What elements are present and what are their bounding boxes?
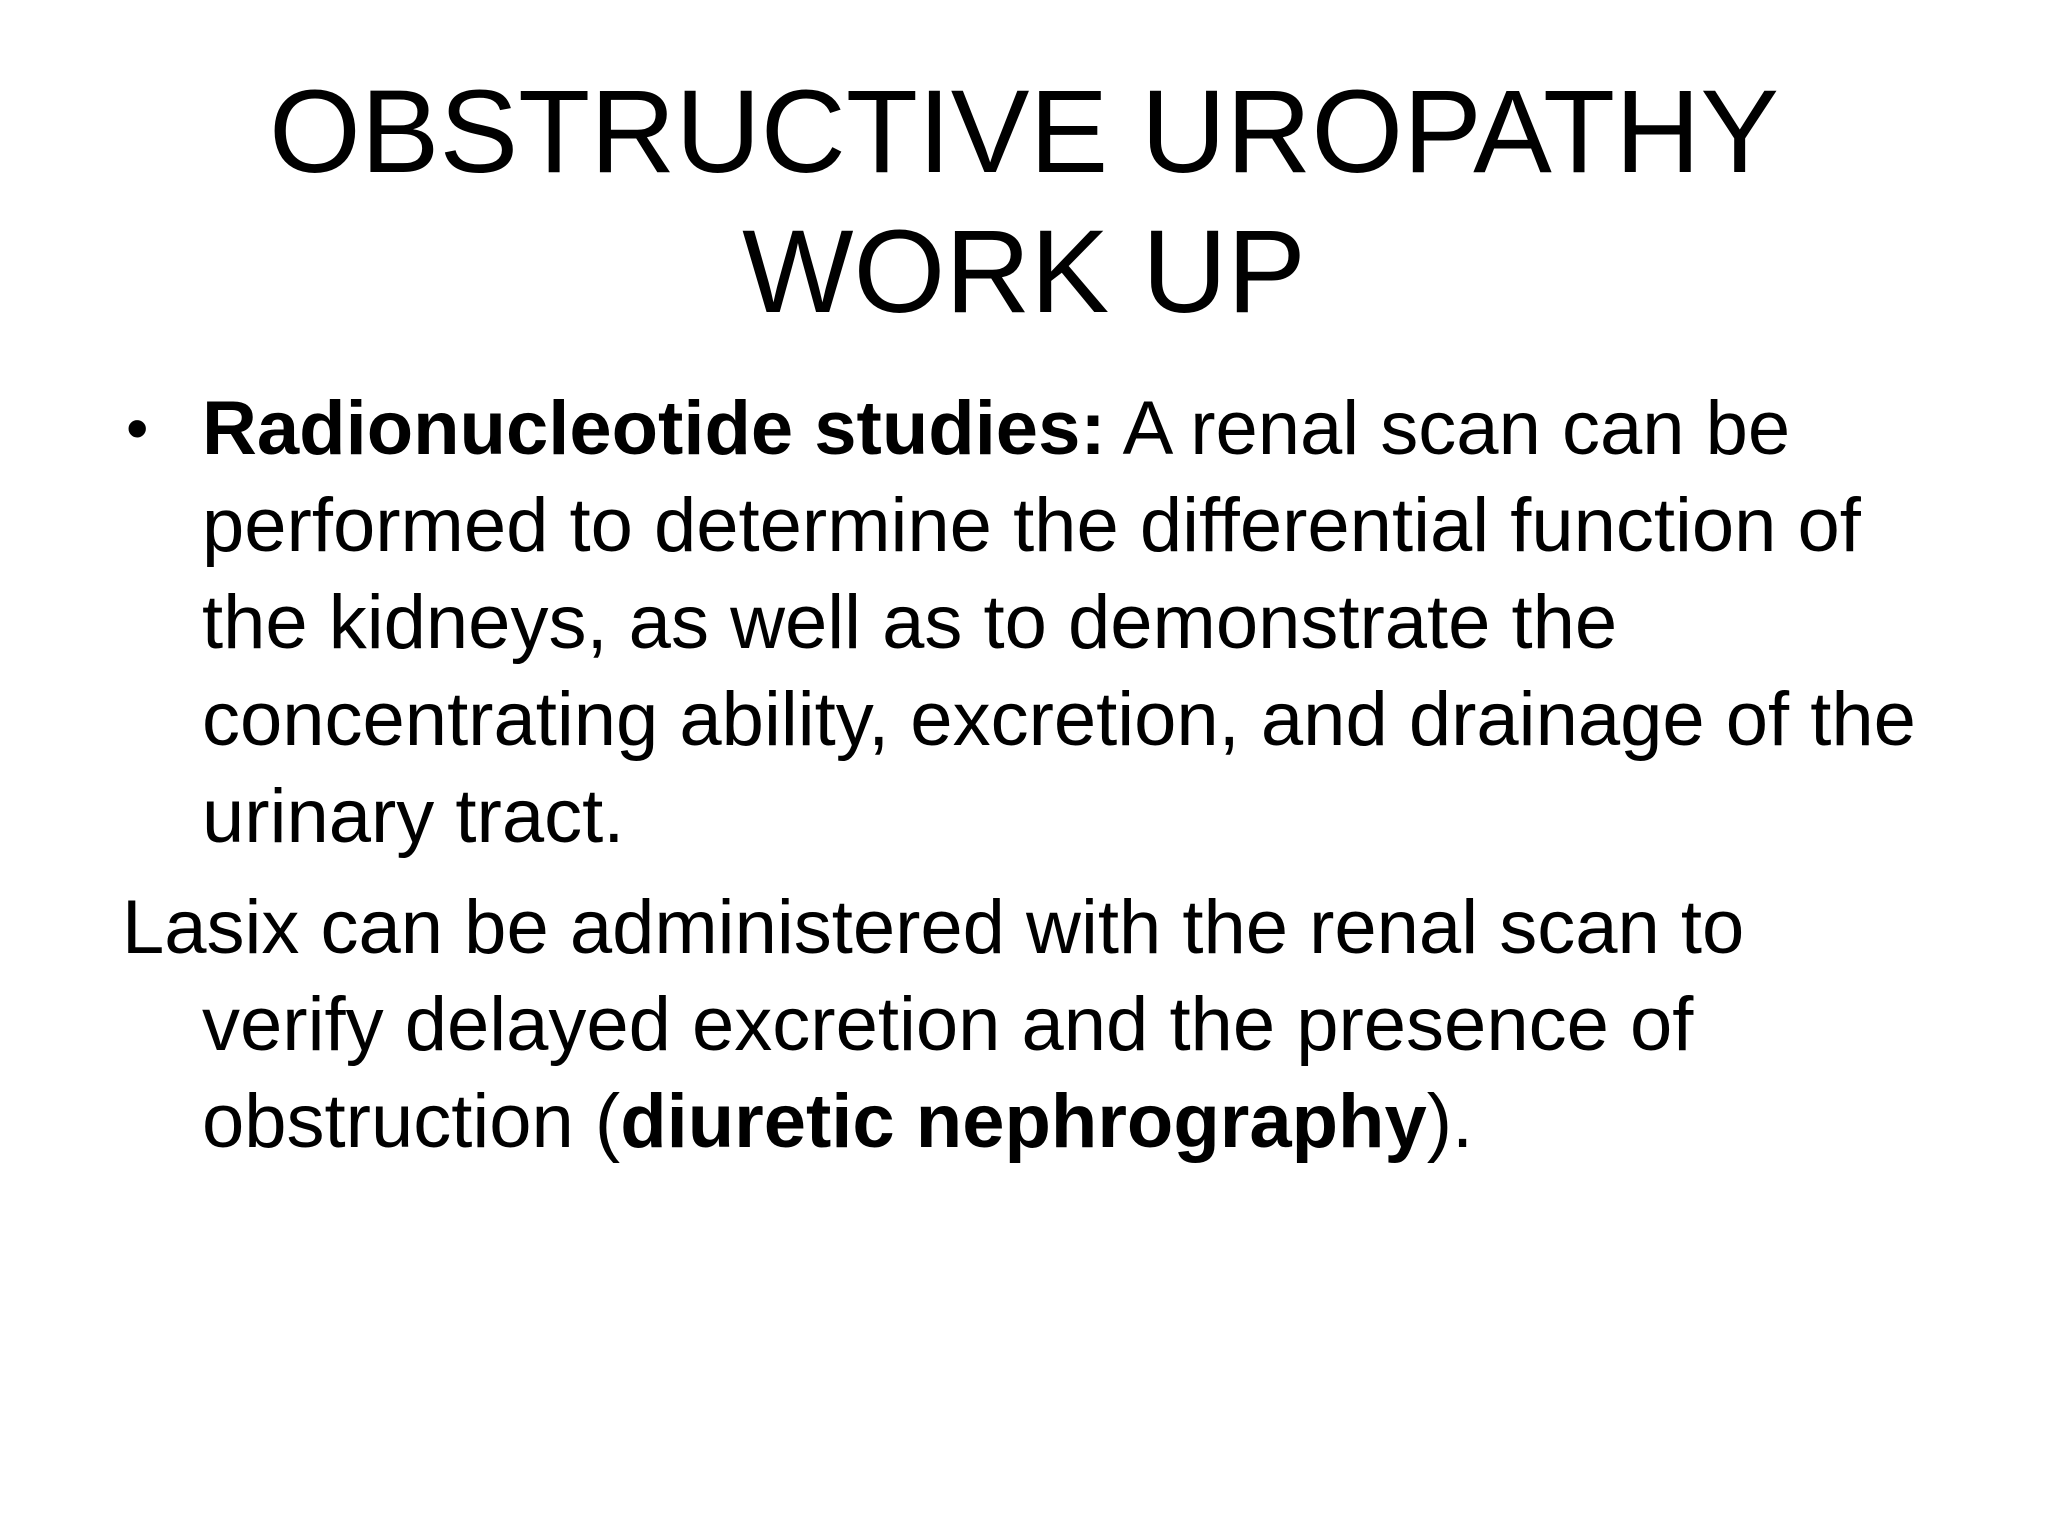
- paragraph-text-before: Lasix can be administered with the renal scan to verify delayed excretion and the presence of obstruction (: [122, 885, 1745, 1164]
- slide-title-line-2: WORK UP: [742, 206, 1306, 338]
- bullet-text: A renal scan can be performed to determine the differential function of the kidneys, as well as to demonstrate the concentrating ability, excretion, and drainage of the urinary tract.: [202, 386, 1916, 859]
- slide-title: [0, 62, 2048, 342]
- slide-title-line-1: OBSTRUCTIVE UROPATHY: [268, 66, 1780, 198]
- slide-body: [122, 380, 1922, 1170]
- paragraph-bold-term: diuretic nephrography: [620, 1079, 1427, 1164]
- bullet-bold-lead: Radionucleotide studies:: [202, 386, 1106, 471]
- paragraph-lasix: [122, 879, 1922, 1170]
- bullet-item-radionucleotide: [122, 380, 1922, 865]
- paragraph-text-after: ).: [1426, 1079, 1474, 1164]
- bullet-icon: •: [126, 392, 149, 464]
